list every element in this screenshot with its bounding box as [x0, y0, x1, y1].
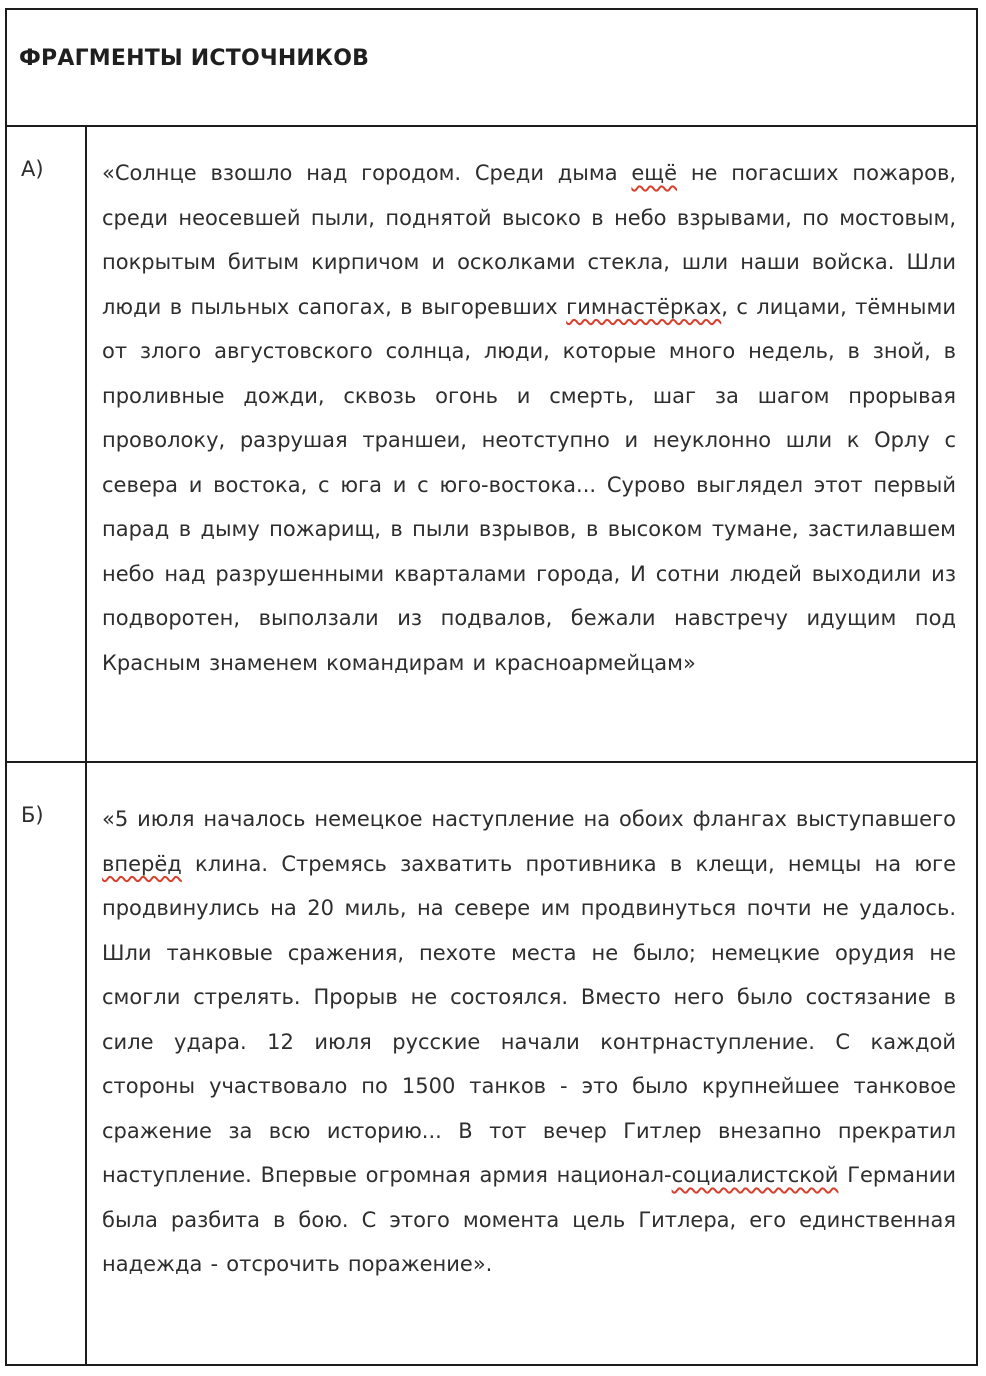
table-header-row: [7, 10, 976, 127]
sources-table: [5, 8, 978, 1366]
table-row: [7, 127, 976, 763]
row-label-cell: [7, 763, 87, 1364]
spellcheck-underline: вперёд: [102, 851, 182, 876]
row-label: А): [21, 157, 44, 181]
spellcheck-underline: гимнастёрках: [566, 294, 722, 319]
spellcheck-underline: социалистской: [671, 1163, 839, 1187]
row-label: Б): [21, 803, 44, 827]
spellcheck-underline: ещё: [631, 161, 678, 185]
source-fragment-text: «Солнце взошло над городом. Среди дыма ещё не погасших пожаров, среди неосевшей пыли, поднятой высоко в небо взрывами, по мостовым, покрытым битым кирпичом и осколками стекла, шли наши войска. Шли люди в пыльных сапогах, в выгоревших гимнастёрках, с лицами, тёмными от злого августовского солнца, люди, которые много недель, в зной, в проливные дожди, сквозь огонь и смерть, шаг за шагом прорывая проволоку, разрушая траншеи, неотступно и неуклонно шли к Орлу с севера и востока, с юга и с юго-востока... Сурово выглядел этот первый парад в дыму пожарищ, в пыли взрывов, в высоком тумане, застилавшем небо над разрушенными кварталами города, И сотни людей выходили из подворотен, выползали из подвалов, бежали навстречу идущим под Красным знаменем командирам и красноармейцам»: [102, 161, 956, 675]
table-title: ФРАГМЕНТЫ ИСТОЧНИКОВ: [19, 46, 370, 71]
table-row: [7, 763, 976, 1364]
row-label-cell: [7, 127, 87, 761]
source-fragment-text: «5 июля началось немецкое наступление на обоих флангах выступавшего вперёд клина. Стремясь захватить противника в клещи, немцы на юге продвинулись на 20 миль, на севере им продвинуться почти не удалось. Шли танковые сражения, пехоте места не было; немецкие орудия не смогли стрелять. Прорыв не состоялся. Вместо него было состязание в силе удара. 12 июля русские начали контрнаступление. С каждой стороны участвовало по 1500 танков - это было крупнейшее танковое сражение за всю историю... В тот вечер Гитлер внезапно прекратил наступление. Впервые огромная армия национал-социалистской Германии была разбита в бою. С этого момента цель Гитлера, его единственная надежда - отсрочить поражение».: [102, 807, 956, 1276]
